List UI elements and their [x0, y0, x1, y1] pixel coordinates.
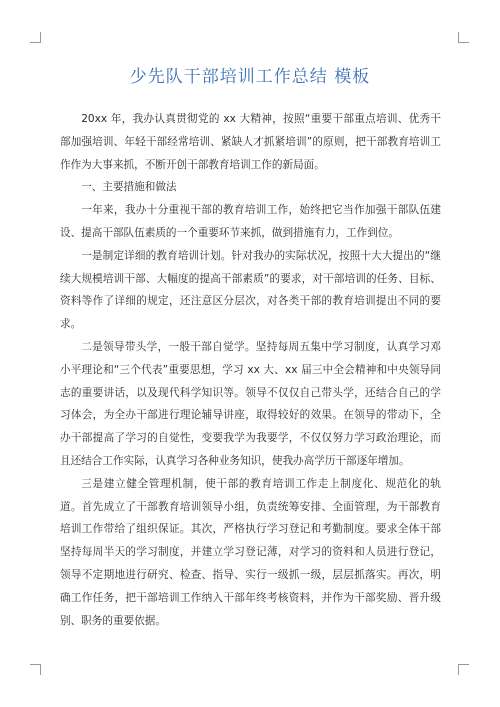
paragraph-leadership: 二是领导带头学，一般干部自觉学。坚持每周五集中学习制度，认真学习邓小平理论和“三个代表”重要思想，学习 xx 大、xx 届三中全会精神和中央领导同志的重要讲话，以及现代科学知识等。领导不仅仅自己带头学，还结合自己的学习体会，为全办干部进行理论辅导讲座，取得较好的效果。在领导的带动下，全办干部提高了学习的自觉性，变要我学为我要学，不仅仅努力学习政治理论，而且还结合工作实际，认真学习各种业务知识，使我办高学历干部逐年增加。: [60, 340, 441, 467]
paragraph-management: 三是建立健全管理机制，使干部的教育培训工作走上制度化、规范化的轨道。首先成立了干部教育培训领导小组，负责统筹安排、全面管理，为干部教育培训工作带给了组织保证。其次，严格执行学习登记和考勤制度。要求全体干部坚持每周半天的学习制度，并建立学习登记薄，对学习的资料和人员进行登记，领导不定期地进行研究、检查、指导、实行一级抓一级，层层抓落实。再次，明确工作任务，把干部培训工作纳入干部年终考核资料，并作为干部奖励、晋升级别、职务的重要依据。: [60, 477, 441, 627]
crop-mark-top-left: [30, 32, 41, 43]
crop-mark-bottom-left: [30, 664, 41, 675]
paragraph-intro: 20xx 年，我办认真贯彻党的 xx 大精神，按照“重要干部重点培训、优秀干部加强培训、年轻干部经常培训、紧缺人才抓紧培训”的原则，把干部教育培训工作作为大事来抓，不断开创干部教育培训工作的新局面。: [60, 113, 441, 171]
crop-mark-top-right: [458, 32, 469, 43]
section-heading: 一、主要措施和做法: [81, 181, 177, 194]
document-title: 少先队干部培训工作总结 模板: [129, 67, 371, 87]
crop-mark-bottom-right: [458, 664, 469, 675]
paragraph-overview: 一年来，我办十分重视干部的教育培训工作，始终把它当作加强干部队伍建设、提高干部队伍素质的一个重要环节来抓，做到措施有力，工作到位。: [60, 204, 441, 239]
document-body: [60, 108, 441, 632]
paragraph-plan: 一是制定详细的教育培训计划。针对我办的实际状况，按照十大大提出的“继续大规模培训干部、大幅度的提高干部素质”的要求，对干部培训的任务、目标、资料等作了详细的规定，还注意区分层次，对各类干部的教育培训提出不同的要求。: [60, 249, 441, 331]
